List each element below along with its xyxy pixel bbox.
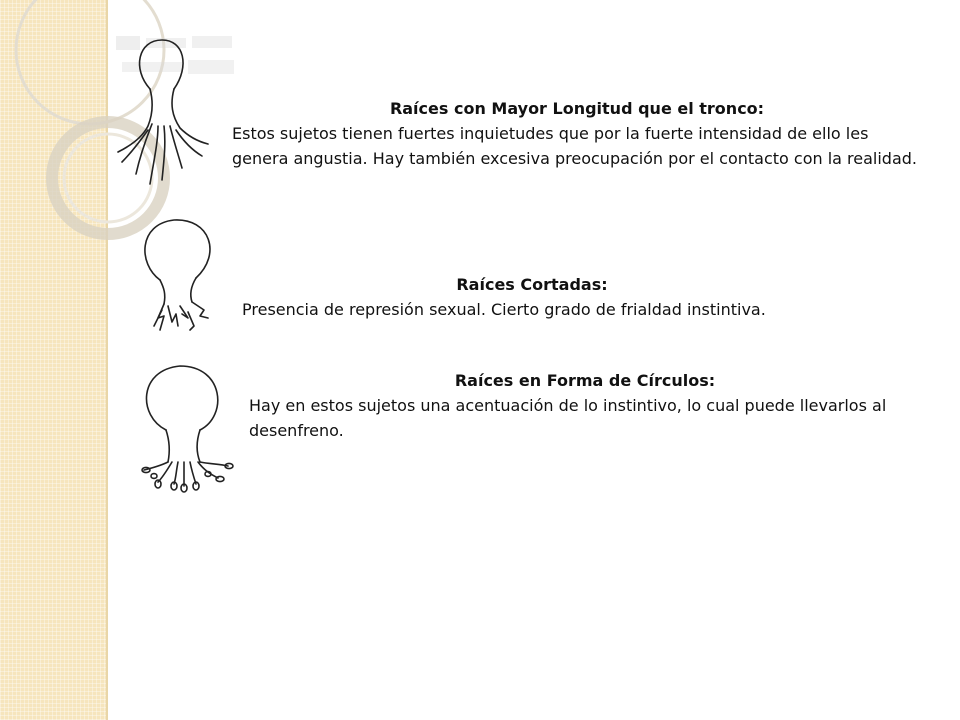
section-title: Raíces con Mayor Longitud que el tronco:: [389, 99, 765, 118]
section-title: Raíces Cortadas:: [456, 275, 608, 294]
side-decoration-band: [0, 0, 108, 720]
circle-roots-drawing: [132, 362, 236, 494]
long-roots-drawing: [112, 34, 212, 204]
section-body: Presencia de represión sexual. Cierto grado de frialdad instintiva.: [242, 300, 766, 319]
section-body: Hay en estos sujetos una acentuación de lo instintivo, lo cual puede llevarlos al desenfreno.: [249, 396, 887, 440]
section-title: Raíces en Forma de Círculos:: [454, 371, 716, 390]
section-long-roots: [232, 96, 922, 171]
section-cut-roots: [242, 272, 932, 322]
section-circle-roots: [249, 368, 931, 443]
cut-roots-drawing: [132, 214, 228, 344]
section-body: Estos sujetos tienen fuertes inquietudes que por la fuerte intensidad de ello les genera angustia. Hay también excesiva preocupación por el contacto con la realidad.: [232, 124, 918, 168]
